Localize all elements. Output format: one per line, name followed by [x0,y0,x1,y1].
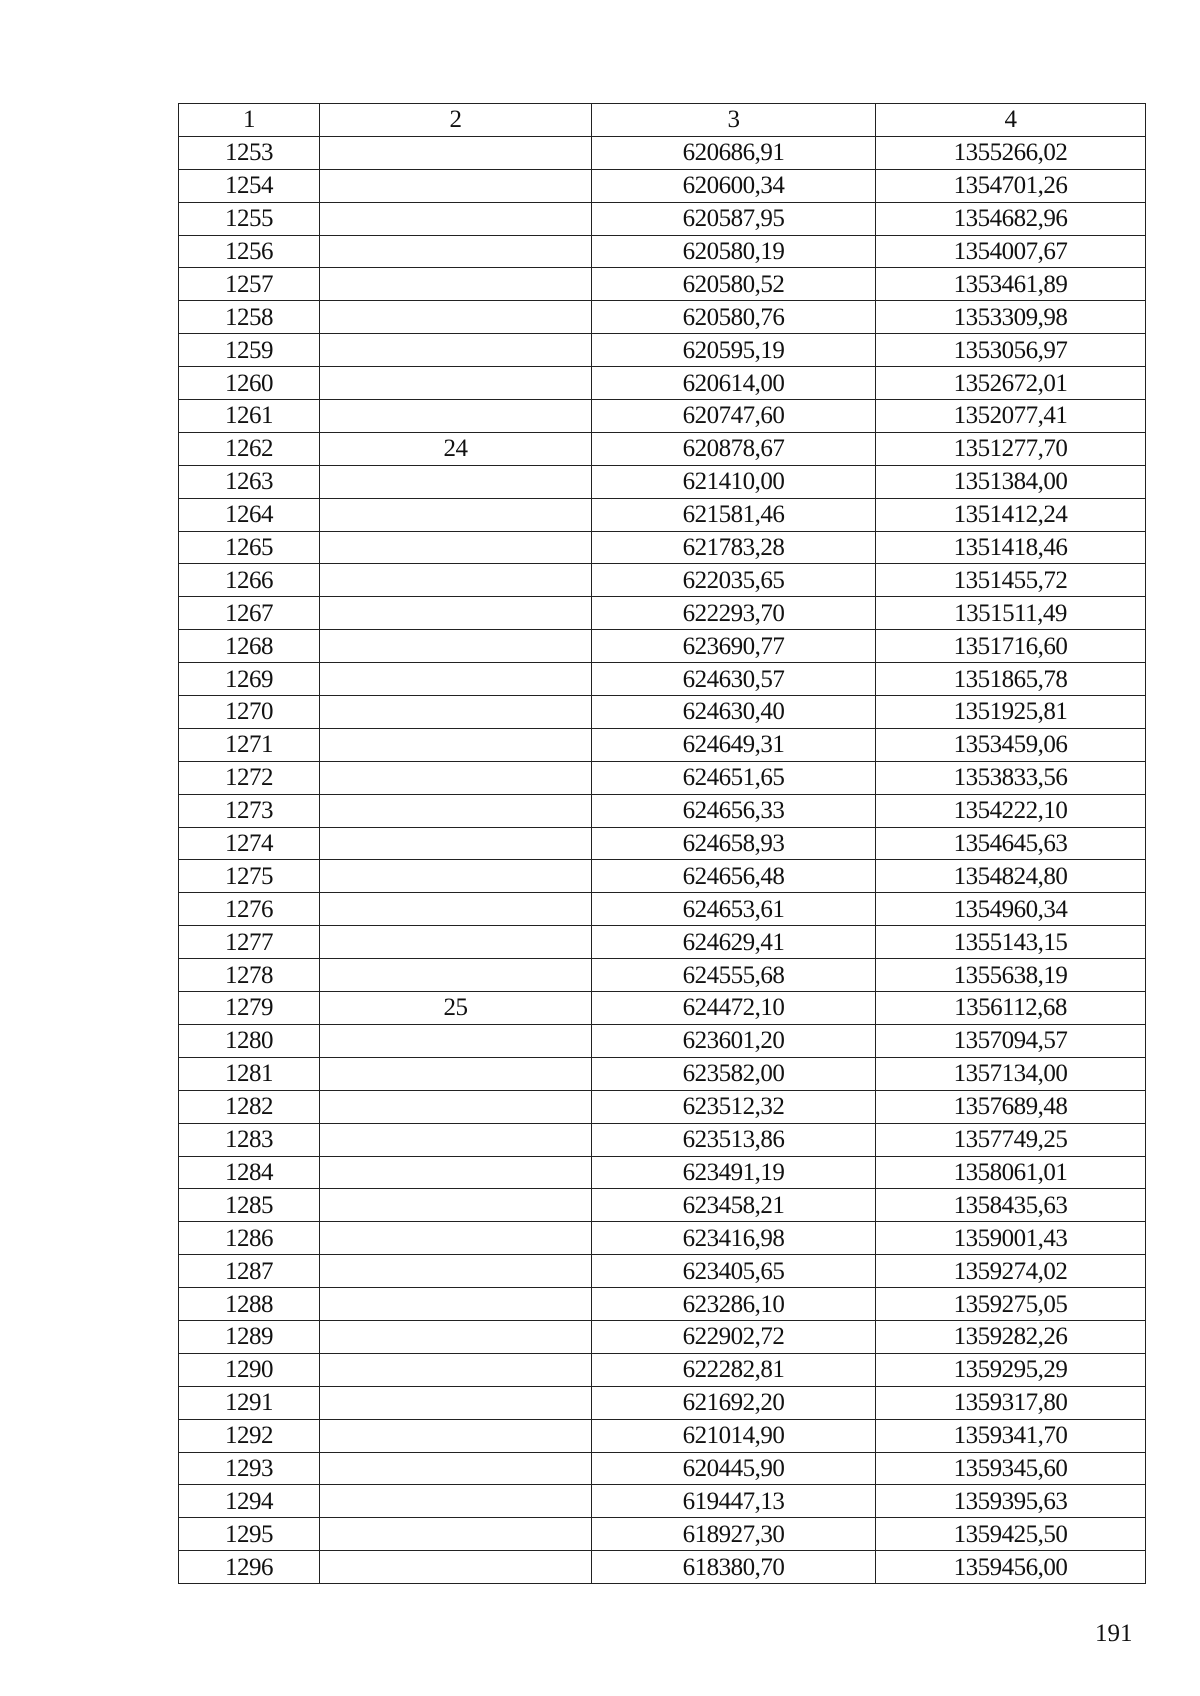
section-cell [320,1090,592,1123]
y-coordinate-cell: 1353459,06 [876,728,1146,761]
table-row [179,1090,1146,1123]
table-header-row [179,104,1146,137]
section-cell [320,1386,592,1419]
table-row [179,235,1146,268]
point-number-cell: 1291 [179,1386,320,1419]
x-coordinate-cell: 620580,76 [592,301,876,334]
section-cell [320,1518,592,1551]
x-coordinate-cell: 624629,41 [592,926,876,959]
table-row [179,202,1146,235]
point-number-cell: 1263 [179,465,320,498]
y-coordinate-cell: 1352077,41 [876,400,1146,433]
y-coordinate-cell: 1359341,70 [876,1419,1146,1452]
y-coordinate-cell: 1359345,60 [876,1452,1146,1485]
section-cell [320,531,592,564]
table-row [179,1386,1146,1419]
table-row [179,1320,1146,1353]
x-coordinate-cell: 621692,20 [592,1386,876,1419]
point-number-cell: 1296 [179,1551,320,1584]
x-coordinate-cell: 620614,00 [592,367,876,400]
section-cell [320,1255,592,1288]
section-cell [320,1057,592,1090]
x-coordinate-cell: 624658,93 [592,827,876,860]
x-coordinate-cell: 622282,81 [592,1353,876,1386]
table-row [179,301,1146,334]
x-coordinate-cell: 624555,68 [592,959,876,992]
y-coordinate-cell: 1359275,05 [876,1288,1146,1321]
section-cell [320,1485,592,1518]
x-coordinate-cell: 624472,10 [592,992,876,1025]
section-cell [320,959,592,992]
x-coordinate-cell: 622293,70 [592,597,876,630]
table-row [179,432,1146,465]
table-row [179,334,1146,367]
table-row [179,728,1146,761]
y-coordinate-cell: 1352672,01 [876,367,1146,400]
section-cell [320,1189,592,1222]
section-cell: 25 [320,992,592,1025]
section-cell [320,827,592,860]
table-row [179,1057,1146,1090]
x-coordinate-cell: 623491,19 [592,1156,876,1189]
x-coordinate-cell: 620595,19 [592,334,876,367]
y-coordinate-cell: 1359456,00 [876,1551,1146,1584]
section-cell [320,1320,592,1353]
point-number-cell: 1281 [179,1057,320,1090]
table-row [179,268,1146,301]
table-row [179,531,1146,564]
point-number-cell: 1254 [179,169,320,202]
y-coordinate-cell: 1358435,63 [876,1189,1146,1222]
point-number-cell: 1271 [179,728,320,761]
y-coordinate-cell: 1354682,96 [876,202,1146,235]
table-row [179,136,1146,169]
point-number-cell: 1285 [179,1189,320,1222]
section-cell: 24 [320,432,592,465]
table-row [179,465,1146,498]
x-coordinate-cell: 622035,65 [592,564,876,597]
table-row [179,860,1146,893]
table-row [179,169,1146,202]
table-body [179,136,1146,1583]
point-number-cell: 1270 [179,696,320,729]
table-row [179,893,1146,926]
coordinates-table [178,103,1146,1584]
table-row [179,564,1146,597]
x-coordinate-cell: 620580,52 [592,268,876,301]
table-row [179,761,1146,794]
point-number-cell: 1276 [179,893,320,926]
section-cell [320,367,592,400]
x-coordinate-cell: 620686,91 [592,136,876,169]
y-coordinate-cell: 1354824,80 [876,860,1146,893]
section-cell [320,1288,592,1321]
page-number: 191 [1095,1620,1133,1647]
column-header: 4 [876,104,1146,137]
section-cell [320,1551,592,1584]
point-number-cell: 1266 [179,564,320,597]
y-coordinate-cell: 1358061,01 [876,1156,1146,1189]
point-number-cell: 1279 [179,992,320,1025]
point-number-cell: 1273 [179,794,320,827]
x-coordinate-cell: 621783,28 [592,531,876,564]
point-number-cell: 1288 [179,1288,320,1321]
x-coordinate-cell: 623416,98 [592,1222,876,1255]
point-number-cell: 1261 [179,400,320,433]
y-coordinate-cell: 1353833,56 [876,761,1146,794]
section-cell [320,1123,592,1156]
y-coordinate-cell: 1359274,02 [876,1255,1146,1288]
table-row [179,1551,1146,1584]
y-coordinate-cell: 1355143,15 [876,926,1146,959]
x-coordinate-cell: 620878,67 [592,432,876,465]
section-cell [320,794,592,827]
table-row [179,498,1146,531]
y-coordinate-cell: 1359001,43 [876,1222,1146,1255]
table-row [179,630,1146,663]
y-coordinate-cell: 1359295,29 [876,1353,1146,1386]
table-row [179,959,1146,992]
point-number-cell: 1289 [179,1320,320,1353]
section-cell [320,136,592,169]
table-row [179,992,1146,1025]
section-cell [320,169,592,202]
y-coordinate-cell: 1359282,26 [876,1320,1146,1353]
x-coordinate-cell: 623286,10 [592,1288,876,1321]
section-cell [320,893,592,926]
y-coordinate-cell: 1351384,00 [876,465,1146,498]
table-row [179,367,1146,400]
point-number-cell: 1293 [179,1452,320,1485]
point-number-cell: 1294 [179,1485,320,1518]
x-coordinate-cell: 624630,40 [592,696,876,729]
section-cell [320,1024,592,1057]
y-coordinate-cell: 1357134,00 [876,1057,1146,1090]
y-coordinate-cell: 1351418,46 [876,531,1146,564]
table-row [179,1189,1146,1222]
section-cell [320,663,592,696]
y-coordinate-cell: 1351716,60 [876,630,1146,663]
x-coordinate-cell: 623512,32 [592,1090,876,1123]
x-coordinate-cell: 620580,19 [592,235,876,268]
point-number-cell: 1292 [179,1419,320,1452]
x-coordinate-cell: 624656,33 [592,794,876,827]
section-cell [320,860,592,893]
point-number-cell: 1280 [179,1024,320,1057]
table-row [179,926,1146,959]
point-number-cell: 1275 [179,860,320,893]
x-coordinate-cell: 623513,86 [592,1123,876,1156]
y-coordinate-cell: 1355638,19 [876,959,1146,992]
y-coordinate-cell: 1359425,50 [876,1518,1146,1551]
point-number-cell: 1268 [179,630,320,663]
x-coordinate-cell: 624649,31 [592,728,876,761]
y-coordinate-cell: 1353309,98 [876,301,1146,334]
section-cell [320,728,592,761]
section-cell [320,498,592,531]
table-row [179,1353,1146,1386]
x-coordinate-cell: 618380,70 [592,1551,876,1584]
x-coordinate-cell: 621581,46 [592,498,876,531]
section-cell [320,1353,592,1386]
point-number-cell: 1262 [179,432,320,465]
y-coordinate-cell: 1356112,68 [876,992,1146,1025]
table-row [179,827,1146,860]
table-row [179,1452,1146,1485]
x-coordinate-cell: 620587,95 [592,202,876,235]
table-row [179,794,1146,827]
x-coordinate-cell: 621410,00 [592,465,876,498]
y-coordinate-cell: 1354222,10 [876,794,1146,827]
section-cell [320,926,592,959]
point-number-cell: 1284 [179,1156,320,1189]
point-number-cell: 1257 [179,268,320,301]
point-number-cell: 1269 [179,663,320,696]
point-number-cell: 1277 [179,926,320,959]
x-coordinate-cell: 624630,57 [592,663,876,696]
point-number-cell: 1286 [179,1222,320,1255]
x-coordinate-cell: 618927,30 [592,1518,876,1551]
y-coordinate-cell: 1359317,80 [876,1386,1146,1419]
y-coordinate-cell: 1351412,24 [876,498,1146,531]
y-coordinate-cell: 1357094,57 [876,1024,1146,1057]
table-row [179,696,1146,729]
point-number-cell: 1272 [179,761,320,794]
y-coordinate-cell: 1351277,70 [876,432,1146,465]
table-row [179,1123,1146,1156]
point-number-cell: 1282 [179,1090,320,1123]
y-coordinate-cell: 1351925,81 [876,696,1146,729]
section-cell [320,465,592,498]
section-cell [320,1222,592,1255]
x-coordinate-cell: 623690,77 [592,630,876,663]
column-header: 2 [320,104,592,137]
x-coordinate-cell: 623405,65 [592,1255,876,1288]
y-coordinate-cell: 1357749,25 [876,1123,1146,1156]
point-number-cell: 1278 [179,959,320,992]
y-coordinate-cell: 1353461,89 [876,268,1146,301]
x-coordinate-cell: 623582,00 [592,1057,876,1090]
y-coordinate-cell: 1354960,34 [876,893,1146,926]
y-coordinate-cell: 1351865,78 [876,663,1146,696]
x-coordinate-cell: 619447,13 [592,1485,876,1518]
table-row [179,1485,1146,1518]
point-number-cell: 1255 [179,202,320,235]
point-number-cell: 1264 [179,498,320,531]
section-cell [320,235,592,268]
x-coordinate-cell: 624651,65 [592,761,876,794]
x-coordinate-cell: 624653,61 [592,893,876,926]
x-coordinate-cell: 623601,20 [592,1024,876,1057]
x-coordinate-cell: 623458,21 [592,1189,876,1222]
y-coordinate-cell: 1355266,02 [876,136,1146,169]
point-number-cell: 1258 [179,301,320,334]
point-number-cell: 1253 [179,136,320,169]
table-row [179,1518,1146,1551]
table-row [179,1156,1146,1189]
section-cell [320,400,592,433]
table-row [179,1255,1146,1288]
x-coordinate-cell: 622902,72 [592,1320,876,1353]
y-coordinate-cell: 1353056,97 [876,334,1146,367]
point-number-cell: 1265 [179,531,320,564]
point-number-cell: 1259 [179,334,320,367]
point-number-cell: 1290 [179,1353,320,1386]
table-row [179,400,1146,433]
table-row [179,1024,1146,1057]
section-cell [320,268,592,301]
point-number-cell: 1260 [179,367,320,400]
y-coordinate-cell: 1351511,49 [876,597,1146,630]
section-cell [320,597,592,630]
x-coordinate-cell: 620747,60 [592,400,876,433]
point-number-cell: 1267 [179,597,320,630]
point-number-cell: 1295 [179,1518,320,1551]
point-number-cell: 1283 [179,1123,320,1156]
y-coordinate-cell: 1357689,48 [876,1090,1146,1123]
x-coordinate-cell: 621014,90 [592,1419,876,1452]
y-coordinate-cell: 1351455,72 [876,564,1146,597]
table-row [179,1288,1146,1321]
x-coordinate-cell: 624656,48 [592,860,876,893]
section-cell [320,761,592,794]
x-coordinate-cell: 620600,34 [592,169,876,202]
section-cell [320,334,592,367]
y-coordinate-cell: 1354645,63 [876,827,1146,860]
section-cell [320,1452,592,1485]
y-coordinate-cell: 1354007,67 [876,235,1146,268]
y-coordinate-cell: 1359395,63 [876,1485,1146,1518]
section-cell [320,696,592,729]
table-row [179,1222,1146,1255]
column-header: 3 [592,104,876,137]
section-cell [320,564,592,597]
y-coordinate-cell: 1354701,26 [876,169,1146,202]
point-number-cell: 1256 [179,235,320,268]
section-cell [320,630,592,663]
x-coordinate-cell: 620445,90 [592,1452,876,1485]
section-cell [320,301,592,334]
table-row [179,597,1146,630]
section-cell [320,1156,592,1189]
point-number-cell: 1287 [179,1255,320,1288]
table-row [179,1419,1146,1452]
section-cell [320,1419,592,1452]
column-header: 1 [179,104,320,137]
section-cell [320,202,592,235]
table-row [179,663,1146,696]
point-number-cell: 1274 [179,827,320,860]
